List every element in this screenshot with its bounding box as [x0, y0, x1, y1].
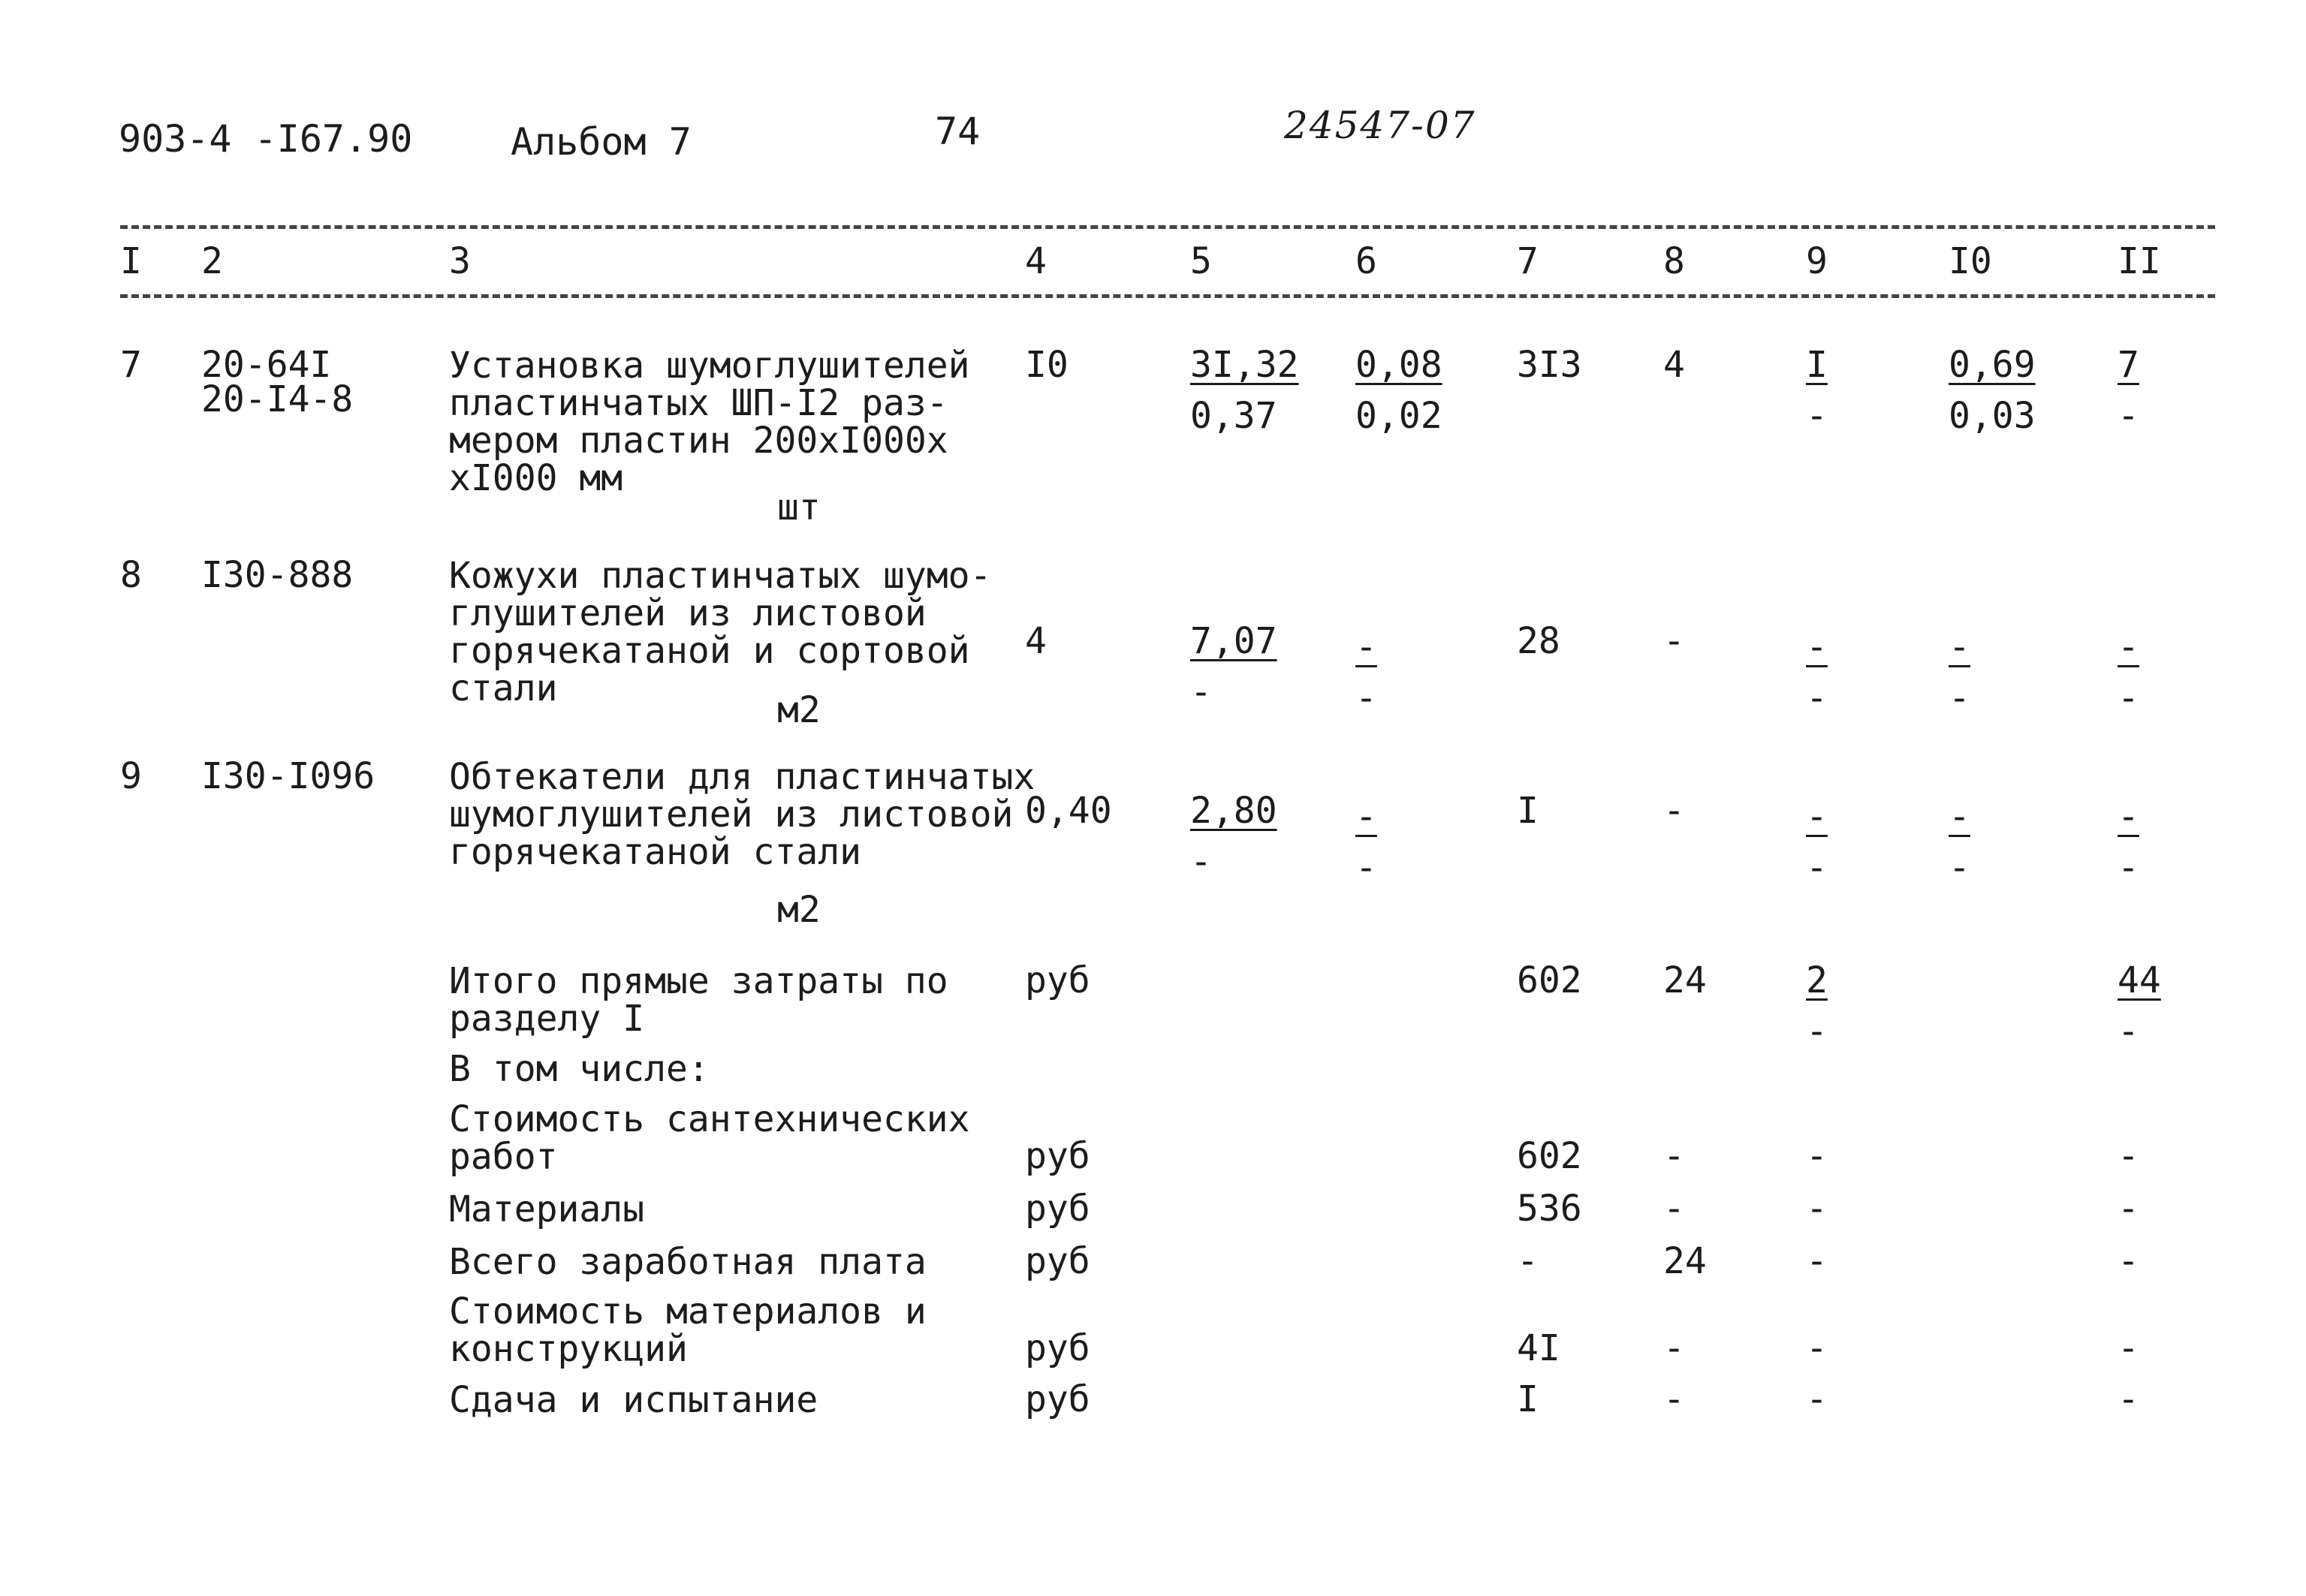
col-header-1: I — [120, 240, 142, 282]
col-header-4: 4 — [1025, 240, 1047, 282]
row-number: 7 — [120, 344, 142, 386]
breakdown-col11: - — [2118, 1240, 2139, 1282]
breakdown-col9: - — [1806, 1327, 1828, 1369]
col7-value: 3I3 — [1517, 344, 1582, 386]
row-unit: м2 — [777, 889, 821, 931]
row-number: 8 — [120, 554, 142, 596]
breakdown-col9: - — [1806, 1188, 1828, 1230]
col9-value: - - — [1806, 796, 1828, 889]
breakdown-label: Сдача и испытание — [449, 1379, 818, 1421]
breakdown-label: Стоимость материалов и конструкций — [449, 1290, 927, 1370]
row-quantity: 4 — [1025, 620, 1047, 662]
row-quantity: I0 — [1025, 344, 1069, 386]
breakdown-col7: 536 — [1517, 1188, 1582, 1230]
breakdown-label: Стоимость сантехнических работ — [449, 1098, 970, 1178]
breakdown-unit: руб — [1025, 1240, 1090, 1282]
document-code: 903-4 -I67.90 — [119, 117, 413, 161]
col6-value: - - — [1355, 796, 1377, 889]
col-header-5: 5 — [1190, 240, 1212, 282]
breakdown-unit: руб — [1025, 1188, 1090, 1230]
col9-value: I - — [1806, 344, 1828, 437]
breakdown-col9: - — [1806, 1135, 1828, 1177]
col10-value: - - — [1949, 796, 1970, 889]
breakdown-col7: 4I — [1517, 1327, 1560, 1369]
breakdown-col11: - — [2118, 1188, 2139, 1230]
col-header-2: 2 — [201, 240, 223, 282]
breakdown-label: Материалы — [449, 1188, 645, 1230]
col11-value: - - — [2118, 796, 2139, 889]
header-bottom-rule — [120, 294, 2215, 298]
col6-value: $\frac{0,08}{0,02}$ — [1355, 344, 1442, 437]
breakdown-unit: руб — [1025, 1135, 1090, 1177]
col5-value: 7,07 - — [1190, 620, 1277, 713]
col5-value: 2,80 - — [1190, 790, 1277, 883]
col10-value: $\frac{0,69}{0,03}$ — [1949, 344, 2036, 437]
breakdown-col9: - — [1806, 1378, 1828, 1420]
breakdown-col9: - — [1806, 1240, 1828, 1282]
col-header-9: 9 — [1806, 240, 1828, 282]
row-quantity: 0,40 — [1025, 790, 1112, 832]
totals-unit: руб — [1025, 959, 1090, 1001]
row-code: I30-I096 — [201, 755, 375, 797]
row-unit: шт — [777, 486, 821, 528]
breakdown-col7: I — [1517, 1378, 1539, 1420]
breakdown-label: Всего заработная плата — [449, 1241, 927, 1283]
col10-value: - - — [1949, 626, 1970, 719]
breakdown-col11: - — [2118, 1135, 2139, 1177]
col11-value: - - — [2118, 626, 2139, 719]
col6-value: - - — [1355, 626, 1377, 719]
totals-label: Итого прямые затраты по разделу I — [449, 960, 948, 1040]
col11-value: 7 - — [2118, 344, 2139, 437]
breakdown-col8: 24 — [1663, 1240, 1707, 1282]
col-header-8: 8 — [1663, 240, 1685, 282]
col-header-3: 3 — [449, 240, 471, 282]
breakdown-col11: - — [2118, 1327, 2139, 1369]
breakdown-col11: - — [2118, 1378, 2139, 1420]
row-code: 20-I4-8 — [201, 378, 354, 420]
breakdown-col8: - — [1663, 1378, 1685, 1420]
row-description: Установка шумоглушителей пластинчатых ШП-I2 раз- мером пластин 200хI000х хI000 мм — [449, 345, 970, 499]
handwritten-id: 24547-07 — [1284, 104, 1476, 147]
page-number: 74 — [935, 110, 981, 153]
row-description: Кожухи пластинчатых шумо- глушителей из листовой горячекатаной и сортовой стали — [449, 555, 992, 709]
row-code: 20-64I — [201, 344, 332, 386]
col5-value: $\frac{3I,32}{0,37}$ — [1190, 344, 1299, 437]
col8-value: - — [1663, 790, 1685, 832]
row-unit: м2 — [777, 689, 821, 731]
col8-value: 4 — [1663, 344, 1685, 386]
including-label: В том числе: — [449, 1048, 710, 1090]
totals-col9: 2 - — [1806, 959, 1828, 1052]
breakdown-col7: - — [1517, 1240, 1539, 1282]
col7-value: I — [1517, 790, 1539, 832]
col8-value: - — [1663, 620, 1685, 662]
col-header-11: II — [2118, 240, 2161, 282]
row-number: 9 — [120, 755, 142, 797]
row-description: Обтекатели для пластинчатых шумоглушителей из листовой горячекатаной стали — [449, 756, 1035, 873]
breakdown-col7: 602 — [1517, 1135, 1582, 1177]
breakdown-unit: руб — [1025, 1327, 1090, 1369]
totals-col7: 602 — [1517, 959, 1582, 1001]
col-header-10: I0 — [1949, 240, 1992, 282]
breakdown-col8: - — [1663, 1188, 1685, 1230]
totals-col8: 24 — [1663, 959, 1707, 1001]
breakdown-col8: - — [1663, 1135, 1685, 1177]
col-header-6: 6 — [1355, 240, 1377, 282]
col7-value: 28 — [1517, 620, 1560, 662]
col-header-7: 7 — [1517, 240, 1539, 282]
header-top-rule — [120, 225, 2215, 229]
col9-value: - - — [1806, 626, 1828, 719]
totals-col11: 44 - — [2118, 959, 2161, 1052]
album-label: Альбом 7 — [511, 120, 692, 164]
row-code: I30-888 — [201, 554, 354, 596]
breakdown-unit: руб — [1025, 1378, 1090, 1420]
breakdown-col8: - — [1663, 1327, 1685, 1369]
